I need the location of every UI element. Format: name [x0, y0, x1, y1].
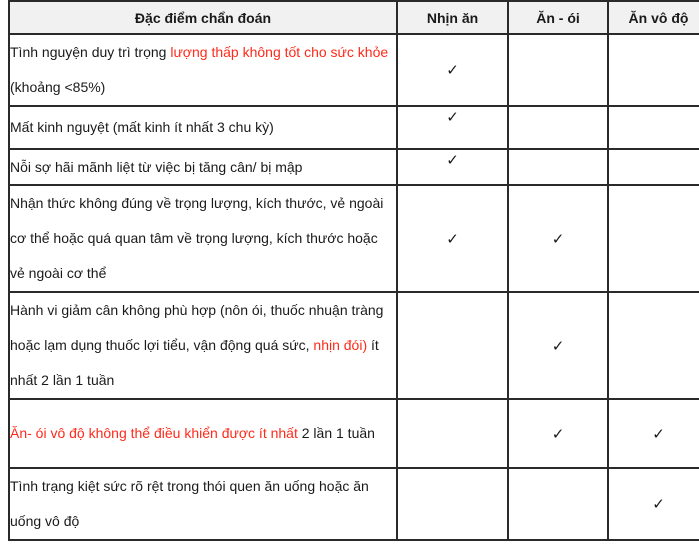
check-anorexia	[397, 468, 508, 540]
diagnostic-criteria-table	[8, 0, 699, 541]
check-anorexia: ✓	[397, 106, 508, 149]
check-binge-eating	[608, 185, 699, 292]
table-row	[9, 185, 699, 292]
table-row	[9, 468, 699, 540]
table-row	[9, 149, 699, 185]
header-binge-eating: Ăn vô độ	[608, 1, 699, 34]
criterion-cell	[9, 149, 397, 185]
criterion-cell	[9, 106, 397, 149]
criterion-cell	[9, 468, 397, 540]
check-binge-eating: ✓	[608, 399, 699, 468]
criterion-highlight-text: nhịn đói)	[313, 337, 368, 353]
criterion-text: ít nhất 2 lần 1 tuần	[10, 337, 379, 388]
check-anorexia: ✓	[397, 34, 508, 106]
check-anorexia	[397, 399, 508, 468]
check-anorexia: ✓	[397, 149, 508, 185]
check-binge-eating: ✓	[608, 468, 699, 540]
table-header-row	[9, 1, 699, 34]
criterion-highlight-text: Ăn- ói vô độ không thể điều khiển được ít nhất	[10, 425, 298, 441]
criterion-text: 2 lần 1 tuần	[297, 425, 375, 441]
check-bulimia: ✓	[508, 399, 608, 468]
table-row	[9, 34, 699, 106]
criterion-text: Tình trạng kiệt sức rõ rệt trong thói quen ăn uống hoặc ăn uống vô độ	[10, 478, 369, 529]
criterion-cell	[9, 185, 397, 292]
check-bulimia: ✓	[508, 292, 608, 399]
criterion-text: Mất kinh nguyệt (mất kinh ít nhất 3 chu kỳ)	[10, 119, 274, 135]
criterion-cell	[9, 34, 397, 106]
header-anorexia: Nhịn ăn	[397, 1, 508, 34]
criterion-text: (khoảng <85%)	[10, 79, 106, 95]
criterion-text: Tình nguyện duy trì trọng	[10, 44, 171, 60]
check-bulimia	[508, 149, 608, 185]
check-binge-eating	[608, 292, 699, 399]
check-binge-eating	[608, 106, 699, 149]
table-row	[9, 399, 699, 468]
check-bulimia: ✓	[508, 185, 608, 292]
criterion-text: Nỗi sợ hãi mãnh liệt từ việc bị tăng cân/ bị mập	[10, 158, 303, 175]
check-anorexia	[397, 292, 508, 399]
criterion-cell	[9, 399, 397, 468]
criterion-highlight-text: lượng thấp không tốt cho sức khỏe	[170, 44, 389, 60]
criterion-text: Hành vi giảm cân không phù hợp (nôn ói, thuốc nhuận tràng hoặc lạm dụng thuốc lợi tiểu, vận động quá sức,	[10, 302, 384, 353]
table-row	[9, 106, 699, 149]
criterion-text: Nhận thức không đúng về trọng lượng, kích thước, vẻ ngoài cơ thể hoặc quá quan tâm về trọng lượng, kích thước hoặc vẻ ngoài cơ thể	[10, 195, 384, 281]
header-bulimia: Ăn - ói	[508, 1, 608, 34]
check-binge-eating	[608, 149, 699, 185]
criterion-cell	[9, 292, 397, 399]
check-bulimia	[508, 34, 608, 106]
header-diagnostic-features: Đặc điểm chẩn đoán	[9, 1, 397, 34]
check-binge-eating	[608, 34, 699, 106]
check-bulimia	[508, 106, 608, 149]
check-bulimia	[508, 468, 608, 540]
table-row	[9, 292, 699, 399]
check-anorexia: ✓	[397, 185, 508, 292]
